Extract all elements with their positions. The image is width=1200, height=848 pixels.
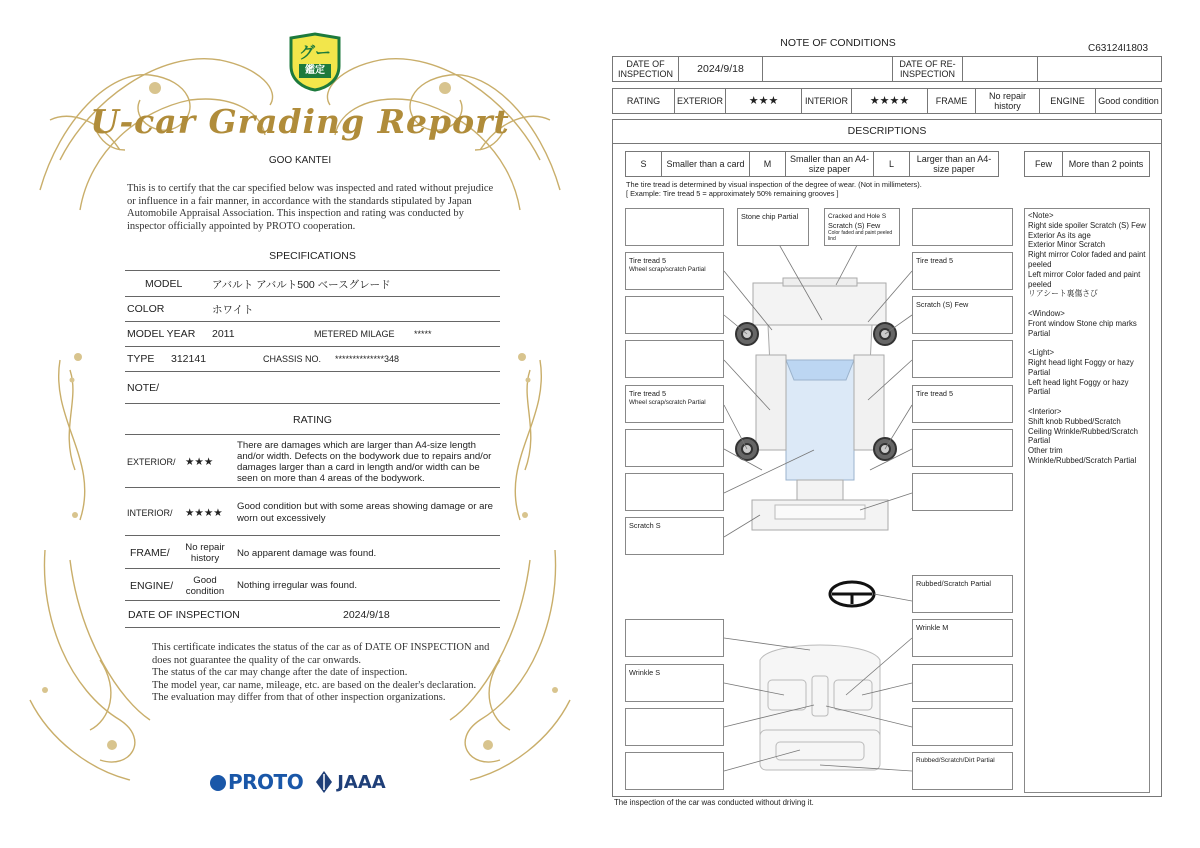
engine-label: ENGINE/ <box>130 579 174 592</box>
front-left-wheel-text: Wheel scrap/scratch Partial <box>629 266 706 273</box>
spec-row-model <box>125 272 500 297</box>
descriptions-heading: DESCRIPTIONS <box>612 119 1162 144</box>
steering-wheel-icon <box>830 582 874 606</box>
stone-chip-text: Stone chip Partial <box>741 212 799 221</box>
model-year-value: 2011 <box>212 328 235 340</box>
spec-row-color <box>125 297 500 322</box>
model-label: MODEL <box>145 278 183 290</box>
svg-text:グー: グー <box>298 43 332 62</box>
model-year-label: MODEL YEAR <box>127 328 196 340</box>
condition-box <box>912 708 1013 746</box>
condition-box-ceiling <box>912 619 1013 657</box>
date-of-inspection-value: 2024/9/18 <box>679 57 763 82</box>
exterior-label: EXTERIOR <box>675 89 726 114</box>
color-label: COLOR <box>127 303 165 315</box>
scratch-s-text: Scratch S <box>629 521 661 530</box>
condition-box <box>912 208 1013 246</box>
certificate-org: GOO KANTEI <box>268 155 332 166</box>
rating-heading: RATING <box>293 414 332 426</box>
divider <box>125 268 500 271</box>
metered-mileage-value: ***** <box>414 329 432 339</box>
legend-few-desc: More than 2 points <box>1063 152 1150 177</box>
condition-box <box>625 473 724 511</box>
front-right-tire-text: Tire tread 5 <box>916 256 954 265</box>
certificate-footer-text: This certificate indicates the status of the car as of DATE OF INSPECTION and does not guarantee the quality of the car onwards. The status of the car may change after the date of inspection. The model year, car name, mileage, etc. are based on the dealer's declaration. The evaluation may differ from that of other inspection organizations. <box>152 642 490 704</box>
condition-box-steering <box>912 575 1013 613</box>
tread-note-line-1: The tire tread is determined by visual inspection of the degree of wear. (Not in millimeters). <box>626 180 922 189</box>
proto-mark-icon <box>210 775 226 791</box>
color-value: ホワイト <box>212 303 254 316</box>
legend-s: S <box>626 152 662 177</box>
rubbed-scratch-text: Rubbed/Scratch Partial <box>916 579 992 588</box>
engine-label: ENGINE <box>1040 89 1096 114</box>
frame-label: FRAME <box>928 89 976 114</box>
badge-label: 鑑定 <box>305 65 325 76</box>
condition-box <box>625 208 724 246</box>
front-left-tire-text: Tire tread 5 <box>629 256 667 265</box>
legend-s-desc: Smaller than a card <box>662 152 750 177</box>
condition-box <box>912 340 1013 378</box>
certificate-logos <box>210 770 386 794</box>
spec-row-type-chassis <box>125 347 500 372</box>
interior-stars: ★★★★ <box>852 89 928 114</box>
jaaa-mark-icon <box>315 770 333 794</box>
frame-label: FRAME/ <box>130 547 170 559</box>
engine-value: Good condition <box>185 574 225 597</box>
condition-box <box>625 296 724 334</box>
exterior-stars: ★★★ <box>185 455 214 468</box>
car-interior-view <box>760 645 880 770</box>
condition-box-rear-bumper <box>625 517 724 555</box>
condition-box <box>912 664 1013 702</box>
sheet-title: NOTE OF CONDITIONS <box>780 37 896 49</box>
rear-right-tire-text: Tire tread 5 <box>916 389 954 398</box>
rating-label: RATING <box>613 89 675 114</box>
condition-box-front-bumper <box>824 208 900 246</box>
legend-few: Few <box>1025 152 1063 177</box>
wrinkle-s-text: Wrinkle S <box>629 668 661 677</box>
wrinkle-m-text: Wrinkle M <box>916 623 949 632</box>
rating-row-interior <box>125 490 500 536</box>
frame-value: No repair history <box>185 542 225 564</box>
shield-icon <box>287 32 343 92</box>
interior-label: INTERIOR <box>802 89 852 114</box>
interior-stars: ★★★★ <box>185 506 223 519</box>
note-of-conditions-sheet <box>600 0 1200 848</box>
proto-logo <box>210 770 303 794</box>
condition-box <box>625 752 724 790</box>
legend-m: M <box>750 152 786 177</box>
divider <box>125 432 500 435</box>
metered-mileage-label: METERED MILAGE <box>314 329 395 339</box>
rubbed-dirt-text: Rubbed/Scratch/Dirt Partial <box>916 757 995 764</box>
inspection-date-row <box>125 603 500 628</box>
scratch-s-few-text: Scratch (S) Few <box>916 300 969 309</box>
note-box <box>1024 208 1150 793</box>
inspection-date-label: DATE OF INSPECTION <box>128 609 240 621</box>
condition-box-interior-left <box>625 664 724 702</box>
condition-box-rear-seat <box>912 752 1013 790</box>
jaaa-logo <box>315 770 386 794</box>
condition-box <box>625 340 724 378</box>
date-of-inspection-label: DATE OF INSPECTION <box>613 57 679 82</box>
model-value: アバルト アバルト500 ベースグレード <box>212 278 391 291</box>
sheet-footer: The inspection of the car was conducted without driving it. <box>614 798 814 807</box>
condition-box <box>912 429 1013 467</box>
condition-box <box>625 619 724 657</box>
scratch-few-text: Scratch (S) Few <box>828 221 881 230</box>
rating-row-engine <box>125 571 500 601</box>
condition-box <box>625 429 724 467</box>
jaaa-logo-text: JAAA <box>337 771 386 793</box>
engine-description: Nothing irregular was found. <box>237 580 357 591</box>
type-label: TYPE <box>127 353 155 365</box>
lind-text: lind <box>828 236 836 242</box>
spec-row-year-mileage <box>125 322 500 347</box>
type-value: 312141 <box>171 353 207 365</box>
sheet-code: C63124I1803 <box>1088 43 1149 54</box>
legend-m-desc: Smaller than an A4-size paper <box>786 152 874 177</box>
condition-box-front-left-tire <box>625 252 724 290</box>
condition-box-rear-left-tire <box>625 385 724 423</box>
proto-logo-text: PROTO <box>228 770 304 794</box>
color-faded-text: Color faded and paint peeled <box>828 230 893 236</box>
interior-description: Good condition but with some areas showing damage or are worn out excessively <box>237 500 493 524</box>
condition-box-right-side <box>912 296 1013 334</box>
tread-note-line-2: [ Example: Tire tread 5 = approximately 50% remaining grooves ] <box>626 189 839 198</box>
certificate-intro: This is to certify that the car specified below was inspected and rated without prejudice or influence in a fair manner, in accordance with the standards stipulated by Japan Automobile Appraisal Association. This inspection and rating was conducted by inspector officially appointed by PROTO cooperation. <box>127 183 494 232</box>
condition-box-front-right-tire <box>912 252 1013 290</box>
exterior-label: EXTERIOR/ <box>127 456 176 467</box>
exterior-description: There are damages which are larger than A4-size length and/or width. Defects on the bodywork due to repairs and/or damages larger than a card in length and/or width can be seen on more than 4 areas of the bodywork. <box>237 439 492 484</box>
interior-label: INTERIOR/ <box>127 507 173 518</box>
date-of-reinspection-label: DATE OF RE-INSPECTION <box>893 57 963 82</box>
specifications-heading: SPECIFICATIONS <box>269 250 356 262</box>
engine-value: Good condition <box>1096 89 1162 114</box>
exterior-stars: ★★★ <box>726 89 802 114</box>
condition-box-front-window <box>737 208 809 246</box>
chassis-value: **************348 <box>335 354 400 364</box>
goo-kantei-badge <box>287 32 343 92</box>
legend-l: L <box>874 152 910 177</box>
certificate-footer <box>152 642 492 705</box>
frame-description: No apparent damage was found. <box>237 547 377 559</box>
spec-row-note <box>125 372 500 404</box>
condition-box <box>912 473 1013 511</box>
cracked-hole-text: Cracked and Hole S <box>828 213 887 220</box>
legend-l-desc: Larger than an A4-size paper <box>910 152 999 177</box>
note-text: <Note> Right side spoiler Scratch (S) Few Exterior As its age Exterior Minor Scratch Right mirror Color faded and paint peeled Left mirror Color faded and paint peeled リアシート裏傷さび <Window> Front window Stone chip marks Partial <Light> Right head light Foggy or hazy Partial Left head light Foggy or hazy Partial <Interior> Shift knob Rubbed/Scratch Ceiling Wrinkle/Rubbed/Scratch Partial Other trim Wrinkle/Rubbed/Scratch Partial <box>1028 211 1146 465</box>
inspection-date-value: 2024/9/18 <box>343 609 390 621</box>
certificate-title: U-car Grading Report <box>90 102 510 141</box>
rating-row-exterior <box>125 436 500 488</box>
rear-left-wheel-text: Wheel scrap/scratch Partial <box>629 399 706 406</box>
condition-box-rear-right-tire <box>912 385 1013 423</box>
condition-box <box>625 708 724 746</box>
chassis-label: CHASSIS NO. <box>263 354 322 364</box>
rear-left-tire-text: Tire tread 5 <box>629 389 667 398</box>
frame-value: No repair history <box>976 89 1040 114</box>
rating-row-frame <box>125 538 500 569</box>
note-label: NOTE/ <box>127 381 160 394</box>
